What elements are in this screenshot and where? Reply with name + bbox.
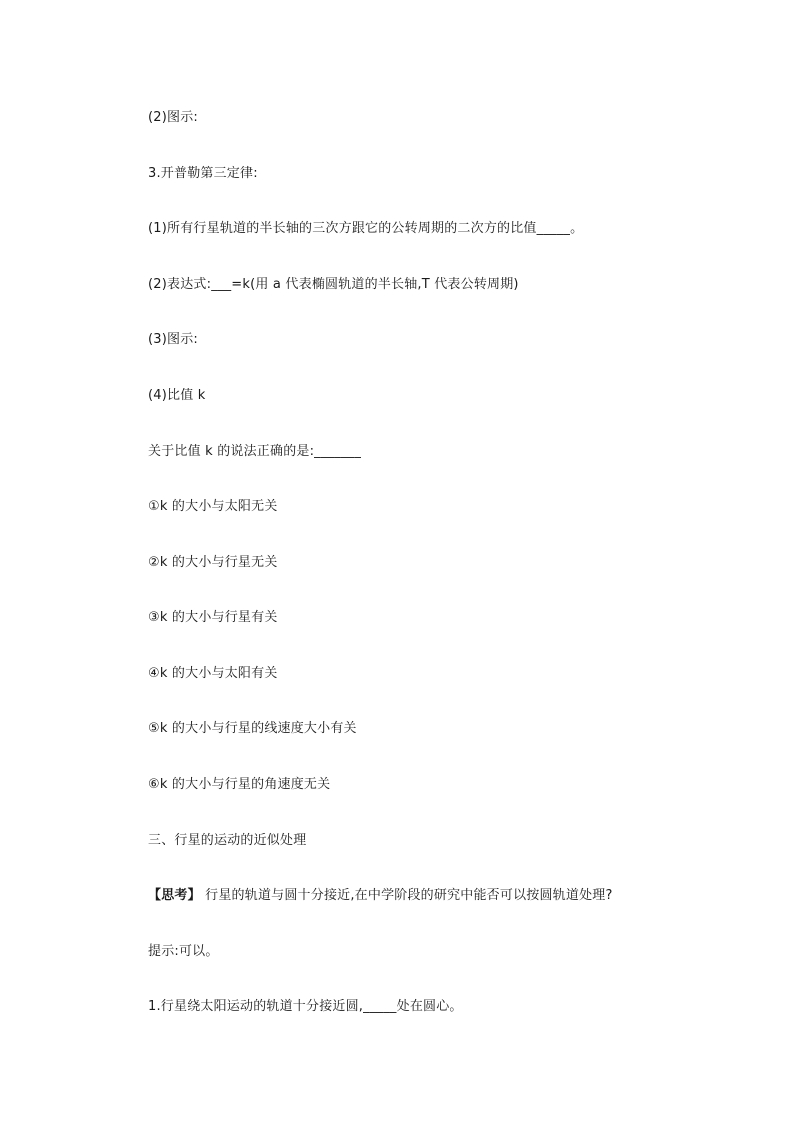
kepler-third-law-heading: 3.开普勒第三定律:	[148, 166, 258, 181]
think-question	[148, 887, 613, 905]
approximation-statement-1: 1.行星绕太阳运动的轨道十分接近圆,_____处在圆心。	[148, 999, 463, 1014]
option-3: ③k 的大小与行星有关	[148, 610, 278, 625]
option-2: ②k 的大小与行星无关	[148, 555, 278, 570]
ratio-k-question: 关于比值 k 的说法正确的是:_______	[148, 444, 362, 459]
option-1: ①k 的大小与太阳无关	[148, 499, 278, 514]
third-law-diagram-label: (3)图示:	[148, 332, 198, 347]
option-4: ④k 的大小与太阳有关	[148, 666, 278, 681]
ratio-k-heading: (4)比值 k	[148, 388, 206, 403]
option-5: ⑤k 的大小与行星的线速度大小有关	[148, 721, 357, 736]
third-law-statement: (1)所有行星轨道的半长轴的三次方跟它的公转周期的二次方的比值_____。	[148, 221, 584, 236]
hint-answer: 提示:可以。	[148, 944, 219, 959]
option-6: ⑥k 的大小与行星的角速度无关	[148, 777, 331, 792]
item-2-diagram-label: (2)图示:	[148, 110, 198, 125]
think-label: 【思考】	[148, 888, 201, 903]
section-three-heading: 三、行星的运动的近似处理	[148, 833, 307, 848]
third-law-expression: (2)表达式:___=k(用 a 代表椭圆轨道的半长轴,T 代表公转周期)	[148, 277, 519, 292]
think-text: 行星的轨道与圆十分接近,在中学阶段的研究中能否可以按圆轨道处理?	[200, 888, 613, 903]
